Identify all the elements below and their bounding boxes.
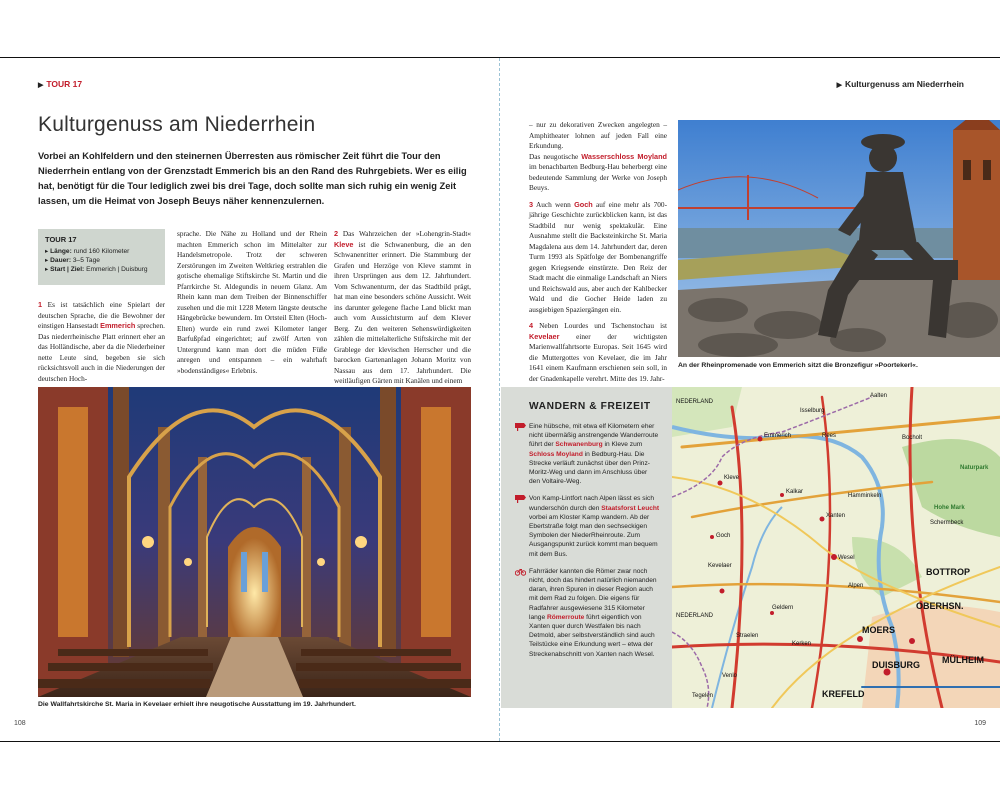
running-header: ▶ Kulturgenuss am Niederrhein [836,79,964,89]
map-label-xanten: Xanten [826,513,846,519]
infobox-item: ▸ Länge: rund 160 Kilometer [45,248,130,255]
wandern-item-hiking: Eine hübsche, mit etwa elf Kilometern eher nicht übermäßig anstrengende Wanderroute führt der Schwanenburg in Kleve zum Schloss Moyland in Bedburg-Hau. Die Strecke verläuft zunächst über den Prinz-Moritz-Weg und dann im Anschluss über den Voltaire-Weg. [529,422,660,486]
tour-label: ▶ TOUR 17 [38,79,83,89]
map-label-bottrop: BOTTROP [926,567,970,577]
map-label-hohe-mark: Hohe Mark [934,505,965,511]
map-label-emmerich: Emmerich [764,433,792,439]
map-label-venlo: Venlo [722,673,738,679]
statue-caption: An der Rheinpromenade von Emmerich sitzt die Bronzefigur »Poortekerl«. [678,362,918,369]
tour-infobox [38,229,165,285]
right-page [501,58,1000,741]
church-interior-photo [38,387,471,697]
wandern-item-cycling: Fahrräder kannten die Römer zwar noch nicht, doch das hindert natürlich niemanden daran, ihren Spuren in dieser Region auch mit dem Rad zu folgen. Die eigens für Radfahrer ausgewiesene 315 Kilometer lange Römerroute führt eigentlich von Xanten quer durch Westfalen bis nach Detmold, aber selbstverständlich sind auch Teilstücke eine Erkundung wert – etwa der Streckenabschnitt von Xanten nach Wesel. [529,567,660,659]
map-label-tegelen: Tegelen [692,693,714,699]
map-label-krefeld: KREFELD [822,689,865,699]
wandern-item-hiking-2: Von Kamp-Lintfort nach Alpen lässt es sich wunderschön durch den Staatsforst Leucht vorbei am Kloster Kamp wandern. Ab der Ebertstraße folgt man den sechseckigen Symbolen der NiederRheinroute. Zum Ausgangspunkt zurück kommt man bequem mit dem Bus. [529,494,660,558]
infobox-item: ▸ Start | Ziel: Emmerich | Duisburg [45,266,148,273]
map-label-alpen: Alpen [848,583,864,589]
map-label-schermbeck: Schermbeck [930,520,964,526]
statue-photo [678,120,1000,357]
lead-paragraph: Vorbei an Kohlfeldern und den steinernen Überresten aus römischer Zeit führt die Tour den Niederrhein entlang von der Grenzstadt Emmerich bis an den Rand des Ruhrgebiets. Wer es eilig hat, benötigt für die Tour lediglich zwei bis drei Tage, doch sollte man sich ruhig ein wenig Zeit lassen, um die Heimat von Joseph Beuys näher kennenzulernen. [38,151,467,206]
bicycle-icon [515,567,526,576]
map-label-kleve: Kleve [724,475,740,481]
page-number-left: 108 [14,720,26,727]
map-label-mulheim: MÜLHEIM [942,655,984,665]
map-label-naturpark: Naturpark [960,465,989,471]
map-label-hamminkeln: Hamminkeln [848,493,882,499]
page-title: Kulturgenuss am Niederrhein [38,113,316,136]
map-label-isselburg: Isselburg [800,408,825,414]
text-column-2: sprache. Die Nähe zu Holland und der Rhein machten Emmerich schon im Mittelalter zur Handelsmetropole. Trotz der schweren Zerstörungen im Zweiten Weltkrieg erstrahlen die gotische ehemalige Stiftskirche St. Martin und die Pfarrkirche St. Aldegundis in neuem Glanz. Am Rhein kann man dem Treiben der Binnenschiffer zusehen und die mit 1228 Metern längste deutsche Hängebrücke bewundern. Im Ortsteil Elten (Hoch-Elten) wurde ein rund zwei Kilometer langer Barfußpfad eingerichtet; auf zwölf Arten von Untergrund kann man dort die müden Füße anregen und entspannen – ein wahrhaft »bodenständiges« Erlebnis. [177,229,327,375]
map-label-moers: MOERS [862,625,896,635]
map-label-goch: Goch [716,533,731,539]
map-label-duisburg: DUISBURG [872,660,921,670]
map-label-kevelaer: Kevelaer [708,563,732,569]
map-label-straelen: Straelen [736,633,759,639]
wandern-freizeit-box [501,387,672,708]
infobox-title: TOUR 17 [45,235,77,244]
triangle-icon: ▶ [836,82,842,89]
text-column-3: 2 Das Wahrzeichen der »Lohengrin-Stadt« Kleve ist die Schwanenburg, die an den Schwanenritter erinnert. Die Stammburg der Grafen und Herzöge von Kleve stammt in ihren Ursprüngen aus dem 12. Jahrhundert. Vom Schwanenturm, der das Stadtbild prägt, hat man eine besonders schöne Aussicht. Weit ins darunter gelegene flache Land blickt man auch vom Aussichtsturm auf dem Klever Berg. Zu den weiteren Sehenswürdigkeiten zählen die mittelalterliche Stiftskirche mit der Grablege der klevischen Herrscher und die barocken Gartenanlagen Johann Moritz von Nassau aus dem 17. Jahrhundert. Die weitläufigen Gärten mit Kanälen und einem [334,229,471,385]
map-label-oberhausen: OBERHSN. [916,601,964,611]
road-map [672,387,1000,708]
wandern-heading: WANDERN & FREIZEIT [529,401,651,412]
left-page [0,58,499,741]
text-column-1: 1 Es ist tatsächlich eine Spielart der deutschen Sprache, die die Bewohner der einstigen Hansestadt Emmerich sprechen. Das niederrheinische Platt erinnert eher an das Holländische, aber da die Niederheiner nette Leute sind, begeben sie sich rücksichtsvoll auch in die Niederungen der deutschen Hoch- [38,300,165,383]
church-caption: Die Wallfahrtskirche St. Maria in Kevelaer erhielt ihre neugotische Ausstattung im 19. Jahrhundert. [38,701,356,708]
map-label-rees: Rees [822,433,837,439]
map-label-kalkar: Kalkar [786,489,804,495]
page-number-right: 109 [974,720,986,727]
map-label-nederland: NEDERLAND [676,399,714,405]
text-column-right: – nur zu dekorativen Zwecken angelegten – Amphitheater lohnen auf jeden Fall eine Erkundung. Das neugotische Wasserschloss Moyland im benachbarten Bedburg-Hau beherbergt eine bedeutende Sammlung der Werke von Joseph Beuys. 3 Auch wenn Goch auf eine mehr als 700-jährige Geschichte zurückblicken kann, ist das Stadtbild nur wenig spektakulär. Eine Ausnahme stellt die Backsteinkirche St. Maria Magdalena aus dem 14. Jahrhundert dar, deren Turm 1993 als Spätfolge der Bombenangriffe gegen Kriegsende einstürzte. Den Reiz der Stadt macht die einmalige Landschaft an Niers und Reichswald aus, aber auch der Kahlbecker Wald und die Gocher Heide laden zu ausgiebigen Spaziergängen ein. 4 Neben Lourdes und Tschenstochau ist Kevelaer einer der wichtigsten Marienwallfahrtsorte Europas. Seit 1645 wird die Muttergottes von Kevelaer, die im Jahr 1641 einem Kaufmann erschienen sein soll, in der Gnadenkapelle verehrt. Mitte des 19. Jahr- [529,120,668,383]
map-label-aalten: Aalten [870,393,888,399]
map-label-wesel: Wesel [838,555,855,561]
infobox-item: ▸ Dauer: 3–5 Tage [45,257,100,264]
map-label-geldern: Geldern [772,605,794,611]
map-label-bocholt: Bocholt [902,435,923,441]
map-label-nederland-2: NEDERLAND [676,613,714,619]
book-spread [0,57,1000,742]
hiking-sign-icon [515,422,526,431]
hiking-sign-icon [515,494,526,503]
triangle-icon: ▶ [38,82,44,89]
map-label-kerken: Kerken [792,641,812,647]
